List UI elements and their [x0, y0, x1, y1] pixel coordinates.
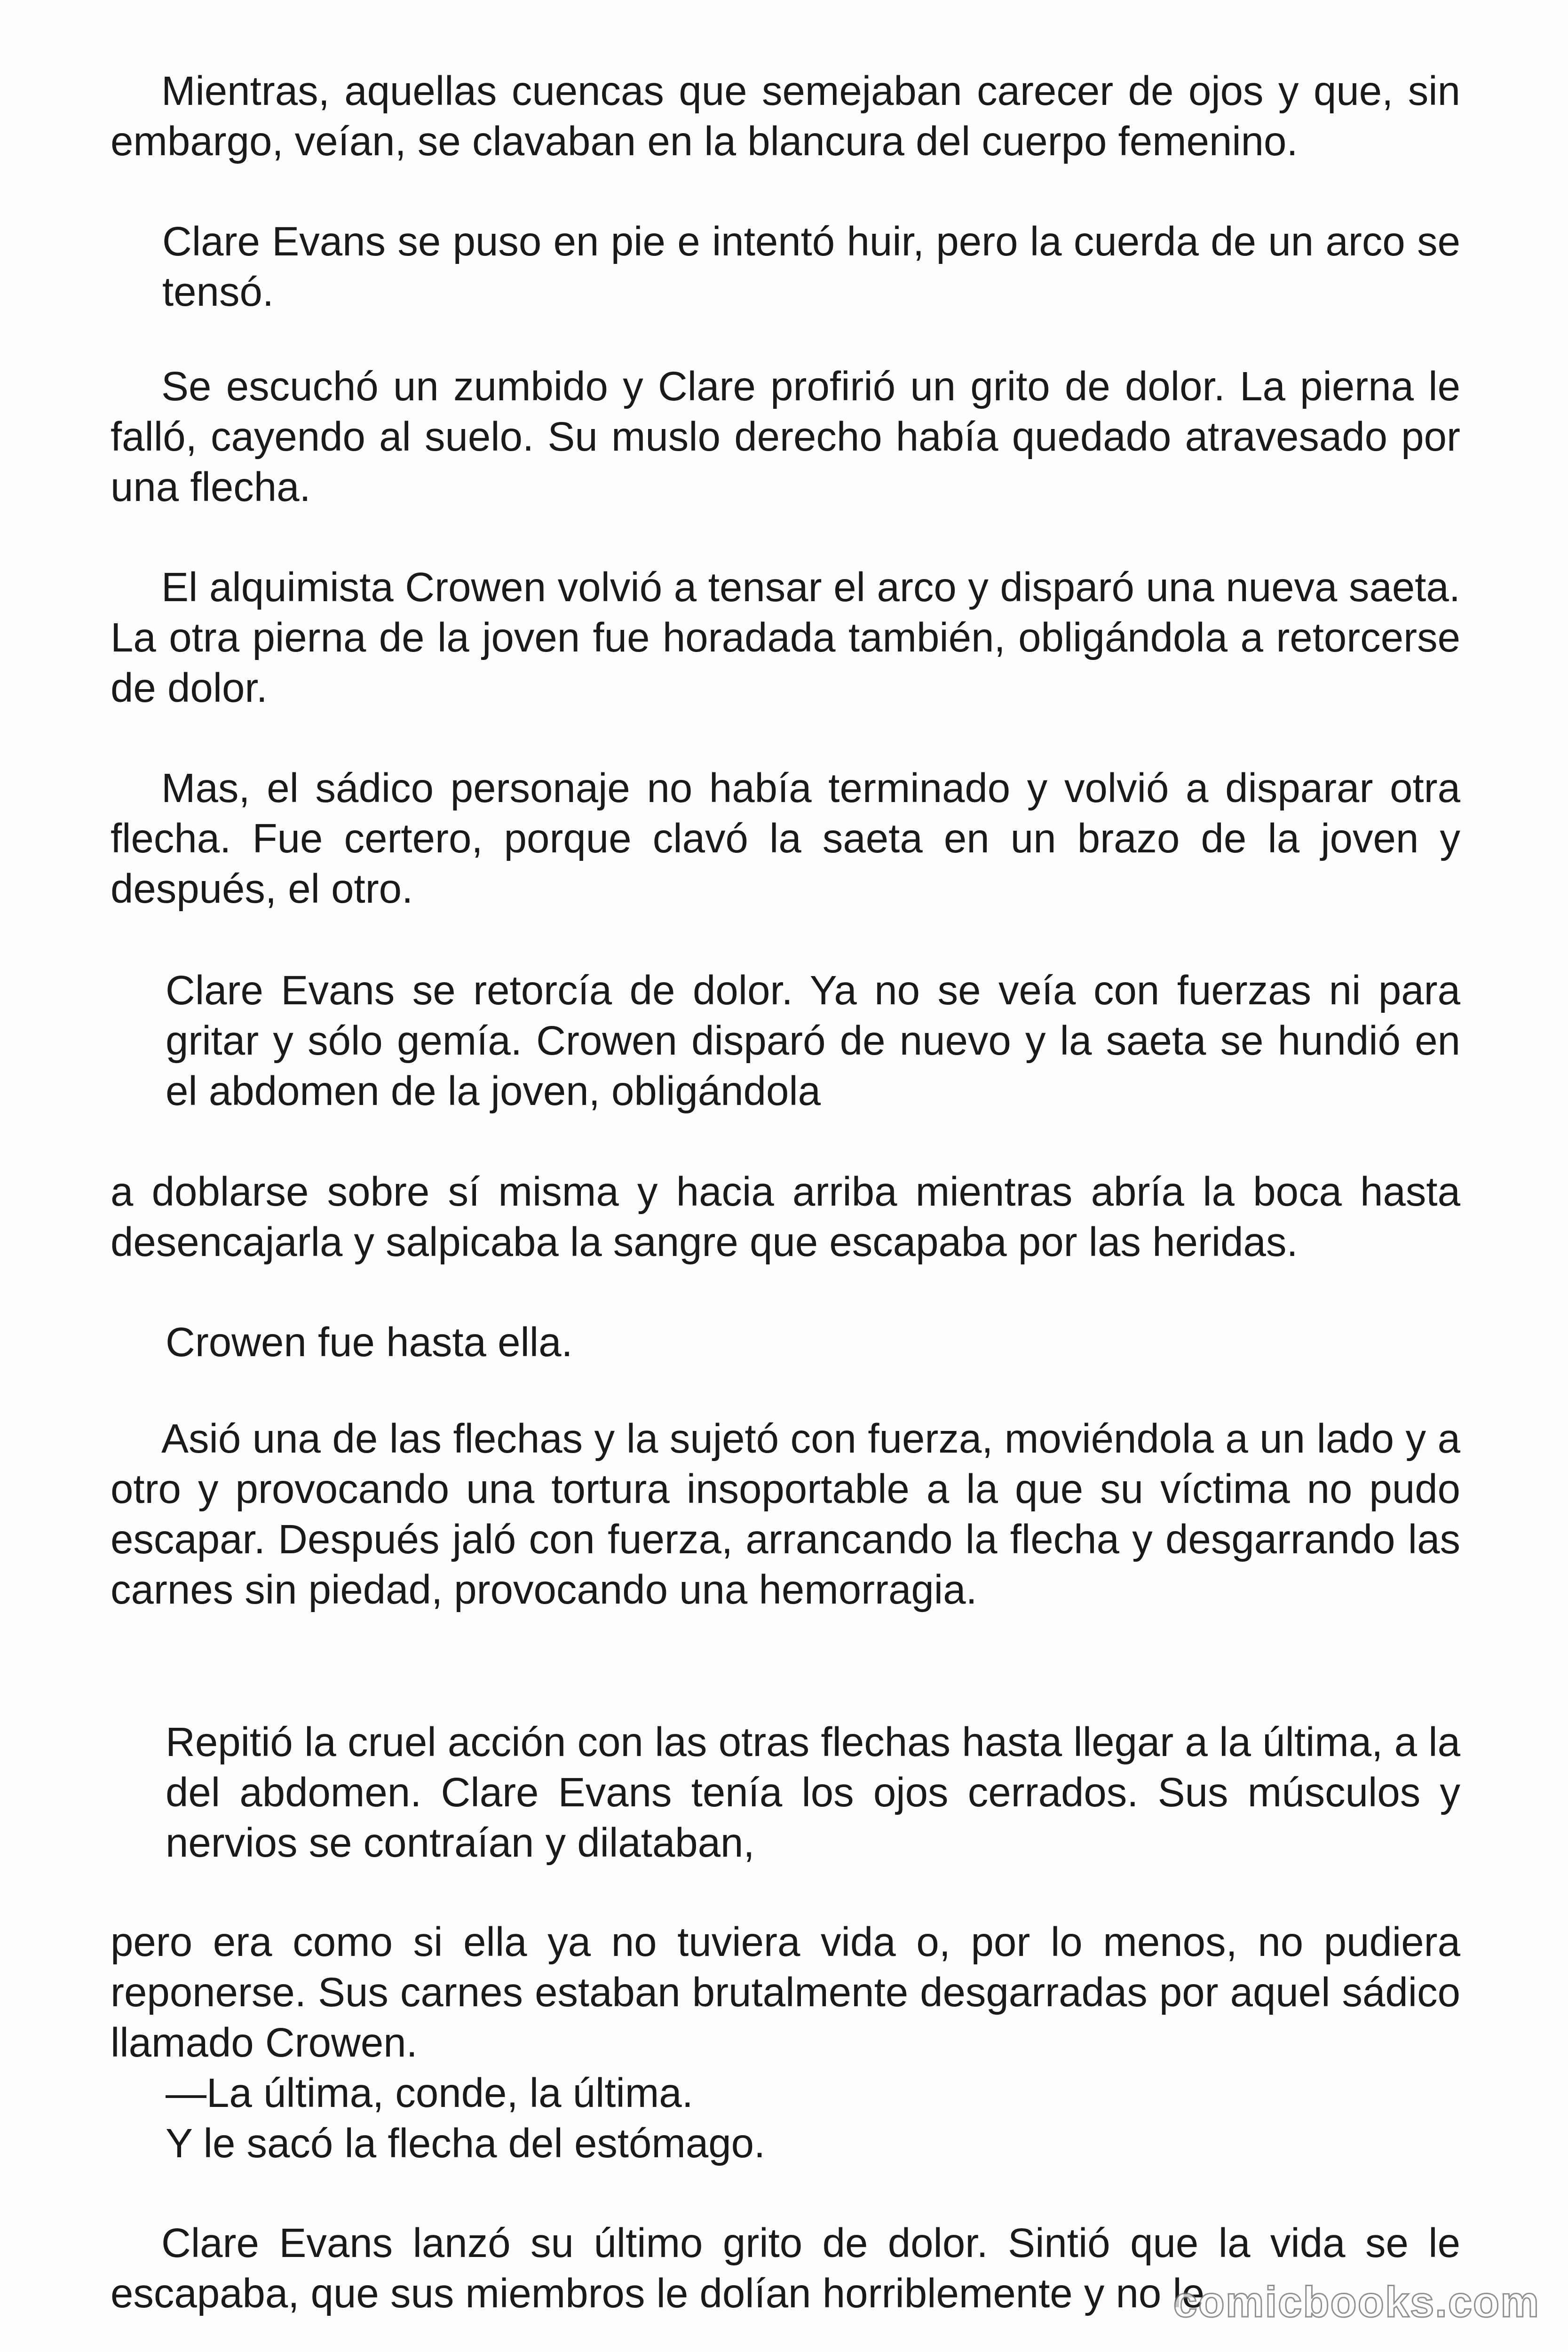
paragraph-8: Crowen fue hasta ella. [166, 1319, 573, 1365]
paragraph-2: Clare Evans se puso en pie e intentó huir, pero la cuerda de un arco se tensó. [162, 219, 1460, 315]
paragraph-1: Mientras, aquellas cuencas que semejaban carecer de ojos y que, sin embargo, veían, se clavaban en la blancura del cuerpo femenino. [111, 68, 1460, 164]
paragraph-5: Mas, el sádico personaje no había terminado y volvió a disparar otra flecha. Fue certero, porque clavó la saeta en un brazo de la joven y después, el otro. [111, 765, 1460, 912]
paragraph-6: Clare Evans se retorcía de dolor. Ya no se veía con fuerzas ni para gritar y sólo gemía. Crowen disparó de nuevo y la saeta se hundió en el abdomen de la joven, obligándola [166, 968, 1460, 1114]
paragraph-3: Se escuchó un zumbido y Clare profirió un grito de dolor. La pierna le falló, cayendo al suelo. Su muslo derecho había quedado atravesado por una flecha. [111, 364, 1460, 510]
dialogue-line: —La última, conde, la última. [166, 2070, 693, 2116]
paragraph-10: Repitió la cruel acción con las otras flechas hasta llegar a la última, a la del abdomen. Clare Evans tenía los ojos cerrados. Sus músculos y nervios se contraían y dilataban, [166, 1719, 1460, 1866]
paragraph-12: Y le sacó la flecha del estómago. [166, 2121, 766, 2166]
paragraph-13: Clare Evans lanzó su último grito de dolor. Sintió que la vida se le escapaba, que sus miembros le dolían horriblemente y no le [111, 2220, 1460, 2316]
paragraph-4: El alquimista Crowen volvió a tensar el arco y disparó una nueva saeta. La otra pierna de la joven fue horadada también, obligándola a retorcerse de dolor. [111, 564, 1460, 711]
watermark-logo: comicbooks.com [1173, 2278, 1540, 2326]
paragraph-9: Asió una de las flechas y la sujetó con fuerza, moviéndola a un lado y a otro y provocando una tortura insoportable a la que su víctima no pudo escapar. Después jaló con fuerza, arrancando la flecha y desgarrando las carnes sin piedad, provocando una hemorragia. [111, 1416, 1460, 1613]
paragraph-11: pero era como si ella ya no tuviera vida o, por lo menos, no pudiera reponerse. Sus carnes estaban brutalmente desgarradas por aquel sádico llamado Crowen. [111, 1919, 1460, 2066]
paragraph-7: a doblarse sobre sí misma y hacia arriba mientras abría la boca hasta desencajarla y salpicaba la sangre que escapaba por las heridas. [111, 1169, 1460, 1265]
